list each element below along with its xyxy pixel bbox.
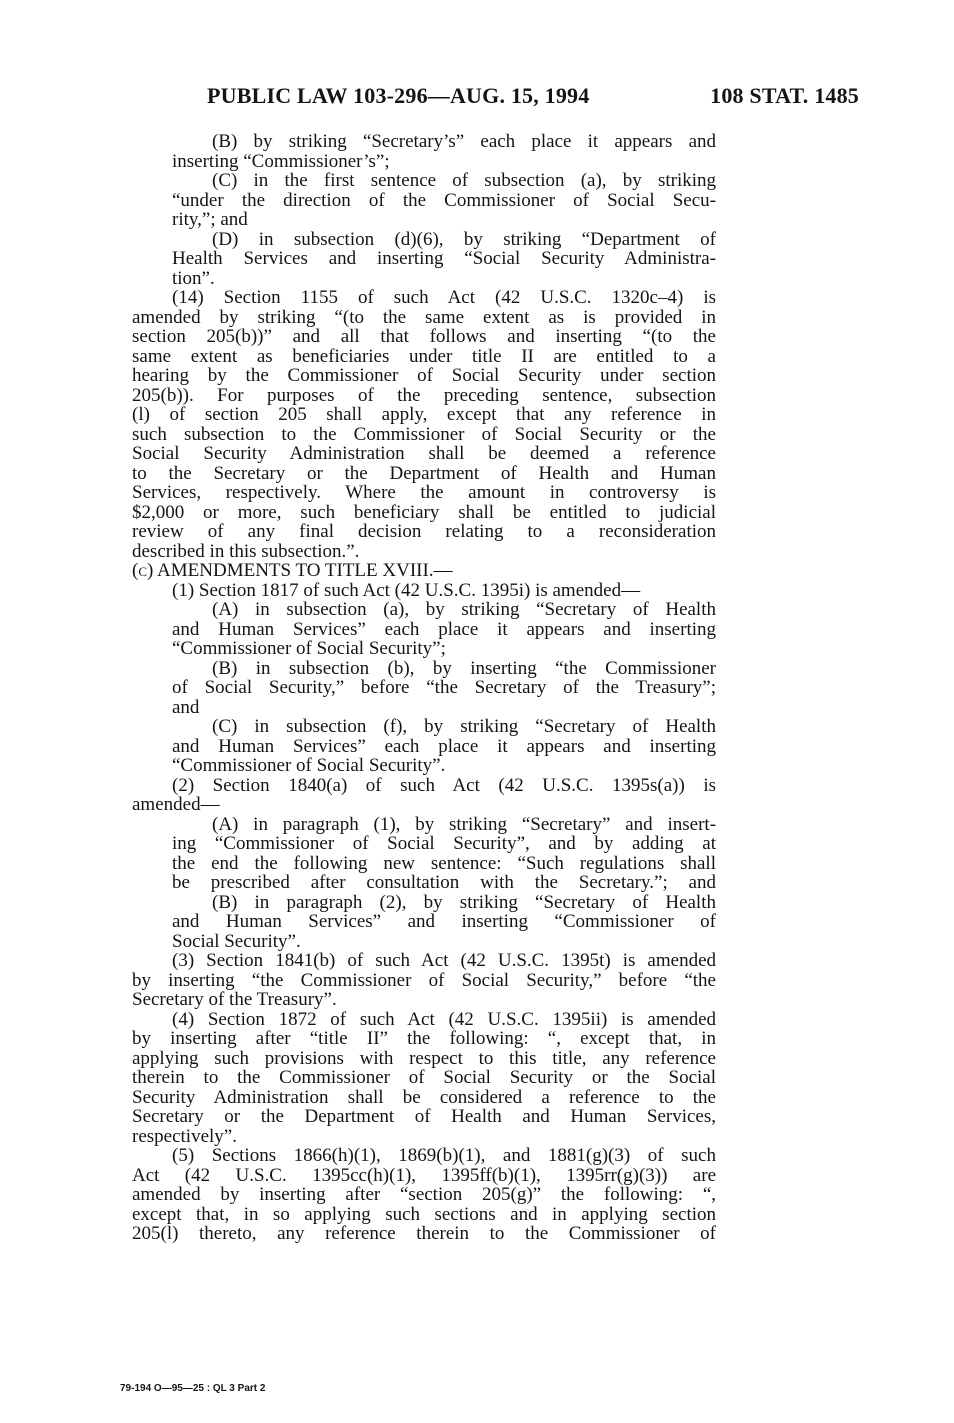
- text-line: and Human Services” each place it appears and inserting: [172, 618, 716, 640]
- text-line: 205(b)). For purposes of the preceding sentence, subsection: [132, 384, 716, 406]
- text-line: Social Security Administration shall be deemed a reference: [132, 443, 716, 464]
- statute-text: [132, 132, 716, 1244]
- text-line: (A) in paragraph (1), by striking “Secretary” and insert-: [212, 813, 716, 835]
- header-title: PUBLIC LAW 103-296—AUG. 15, 1994: [207, 83, 590, 108]
- text-line: Secretary of the Treasury”.: [132, 989, 337, 1010]
- header-stat-page: 108 STAT. 1485: [710, 83, 859, 108]
- text-line: Secretary or the Department of Health and Human Services,: [132, 1106, 716, 1127]
- text-line: “under the direction of the Commissioner of Social Secu-: [172, 189, 716, 211]
- text-line: section 205(b))” and all that follows and inserting “(to the: [132, 326, 716, 347]
- text-line: Act (42 U.S.C. 1395cc(h)(1), 1395ff(b)(1), 1395rr(g)(3)) are: [132, 1164, 716, 1186]
- text-line: Services, respectively. Where the amount in controversy is: [132, 482, 716, 503]
- text-line: therein to the Commissioner of Social Security or the Social: [132, 1067, 716, 1088]
- text-line: and Human Services” and inserting “Commissioner of: [172, 911, 716, 932]
- text-line: hearing by the Commissioner of Social Security under section: [132, 365, 716, 386]
- text-line: by inserting “the Commissioner of Social Security,” before “the: [132, 969, 716, 991]
- text-line: (c) AMENDMENTS TO TITLE XVIII.—: [132, 560, 453, 581]
- text-line: (B) in paragraph (2), by striking “Secretary of Health: [212, 891, 716, 913]
- text-line: applying such provisions with respect to this title, any reference: [132, 1047, 716, 1069]
- text-line: (5) Sections 1866(h)(1), 1869(b)(1), and 1881(g)(3) of such: [172, 1145, 716, 1166]
- text-line: and Human Services” each place it appears and inserting: [172, 735, 716, 757]
- text-line: “Commissioner of Social Security”.: [172, 755, 446, 776]
- text-line: tion”.: [172, 267, 215, 289]
- text-line: to the Secretary or the Department of Health and Human: [132, 462, 716, 484]
- text-line: ing “Commissioner of Social Security”, and by adding at: [172, 833, 716, 854]
- text-line: amended by striking “(to the same extent as is provided in: [132, 306, 716, 328]
- text-line: Social Security”.: [172, 930, 301, 952]
- text-line: same extent as beneficiaries under title II are entitled to a: [132, 345, 716, 367]
- text-line: (B) in subsection (b), by inserting “the Commissioner: [212, 657, 716, 679]
- text-line: of Social Security,” before “the Secretary of the Treasury”;: [172, 677, 716, 698]
- text-line: (D) in subsection (d)(6), by striking “Department of: [212, 228, 716, 250]
- text-line: review of any final decision relating to a reconsideration: [132, 521, 716, 542]
- text-line: by inserting after “title II” the following: “, except that, in: [132, 1028, 716, 1049]
- text-line: described in this subsection.”.: [132, 540, 360, 562]
- text-line: (4) Section 1872 of such Act (42 U.S.C. 1395ii) is amended: [172, 1008, 716, 1030]
- text-line: 205(l) thereto, any reference therein to the Commissioner of: [132, 1223, 716, 1244]
- text-line: except that, in so applying such sections and in applying section: [132, 1203, 716, 1225]
- text-line: $2,000 or more, such beneficiary shall be entitled to judicial: [132, 501, 716, 523]
- text-line: (C) in subsection (f), by striking “Secretary of Health: [212, 716, 716, 737]
- text-line: (l) of section 205 shall apply, except that any reference in: [132, 404, 716, 425]
- text-line: (2) Section 1840(a) of such Act (42 U.S.C. 1395s(a)) is: [172, 774, 716, 796]
- print-footer: 79-194 O—95—25 : QL 3 Part 2: [120, 1383, 266, 1394]
- text-line: “Commissioner of Social Security”;: [172, 638, 446, 659]
- text-line: the end the following new sentence: “Such regulations shall: [172, 852, 716, 874]
- text-line: be prescribed after consultation with the Secretary.”; and: [172, 872, 716, 893]
- text-line: (1) Section 1817 of such Act (42 U.S.C. 1395i) is amended—: [172, 579, 641, 601]
- text-line: inserting “Commissioner’s”;: [172, 150, 390, 172]
- text-line: such subsection to the Commissioner of Social Security or the: [132, 423, 716, 445]
- text-line: (B) by striking “Secretary’s” each place it appears and: [212, 131, 716, 152]
- text-line: (3) Section 1841(b) of such Act (42 U.S.C. 1395t) is amended: [172, 950, 716, 971]
- text-line: Health Services and inserting “Social Security Administra-: [172, 248, 716, 269]
- text-line: (C) in the first sentence of subsection (a), by striking: [212, 170, 716, 191]
- text-line: amended—: [132, 794, 220, 815]
- text-line: rity,”; and: [172, 209, 248, 230]
- text-line: (A) in subsection (a), by striking “Secretary of Health: [212, 599, 716, 620]
- text-line: respectively”.: [132, 1125, 237, 1147]
- text-line: (14) Section 1155 of such Act (42 U.S.C. 1320c–4) is: [172, 287, 716, 308]
- text-line: amended by inserting after “section 205(g)” the following: “,: [132, 1184, 716, 1205]
- text-line: Security Administration shall be considered a reference to the: [132, 1086, 716, 1108]
- text-line: and: [172, 696, 200, 718]
